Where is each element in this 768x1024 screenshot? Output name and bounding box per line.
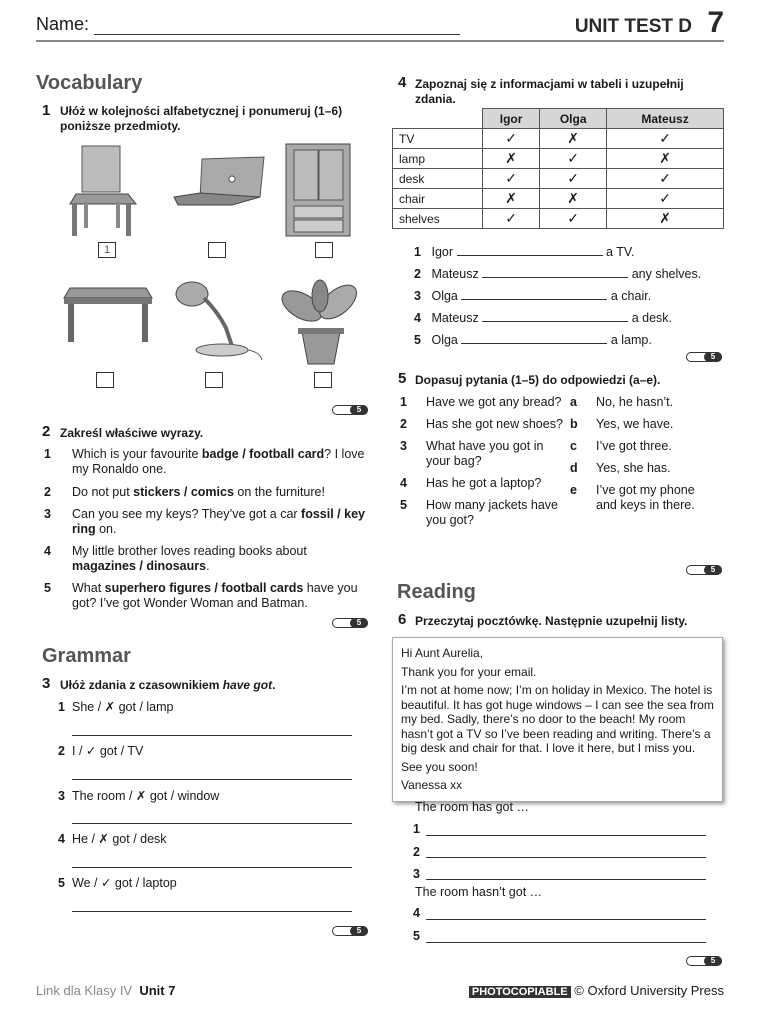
q2-item: 1 Which is your favourite badge / football card? I love my Ronaldo one. bbox=[44, 447, 365, 476]
write-line[interactable] bbox=[72, 911, 352, 912]
info-table bbox=[392, 108, 724, 229]
laptop-picture bbox=[172, 155, 268, 211]
table-row: TV ✓ ✗ ✓ bbox=[393, 129, 724, 149]
col-mateusz: Mateusz bbox=[607, 109, 724, 129]
reading-heading: Reading bbox=[397, 581, 476, 603]
score-badge-q5: 5 bbox=[686, 565, 722, 575]
write-line[interactable] bbox=[72, 823, 352, 824]
table-row: desk ✓ ✓ ✓ bbox=[393, 169, 724, 189]
q2-list bbox=[44, 447, 370, 611]
unit-title: UNIT TEST D bbox=[574, 16, 692, 37]
footer-right: PHOTOCOPIABLE © Oxford University Press bbox=[469, 983, 724, 998]
q5-instruction: Dopasuj pytania (1–5) do odpowiedzi (a–e). bbox=[415, 373, 661, 387]
q3-item: 2 I / ✓ got / TV bbox=[58, 744, 144, 758]
wardrobe-picture bbox=[282, 142, 354, 238]
q4-sentence: 1 Igor a TV. bbox=[414, 245, 635, 259]
write-line[interactable] bbox=[426, 942, 706, 943]
q3-item: 4 He / ✗ got / desk bbox=[58, 832, 167, 846]
q6-number: 6 bbox=[398, 611, 407, 628]
answer-box-2[interactable] bbox=[208, 242, 226, 258]
q6-instruction: Przeczytaj pocztówkę. Następnie uzupełnij listy. bbox=[415, 614, 688, 628]
q3-item: 5 We / ✓ got / laptop bbox=[58, 876, 177, 890]
footer-left: Link dla Klasy IV Unit 7 bbox=[36, 983, 176, 998]
choice-words[interactable]: superhero figures / football cards bbox=[104, 581, 304, 595]
q4-sentence: 3 Olga a chair. bbox=[414, 289, 652, 303]
answer-box-4[interactable] bbox=[96, 372, 114, 388]
answer-box-6[interactable] bbox=[314, 372, 332, 388]
write-line[interactable] bbox=[72, 867, 352, 868]
q4-sentence: 2 Mateusz any shelves. bbox=[414, 267, 702, 281]
score-badge-q3: 5 bbox=[332, 926, 368, 936]
choice-words[interactable]: magazines / dinosaurs bbox=[72, 559, 207, 573]
q4-sentence: 5 Olga a lamp. bbox=[414, 333, 652, 347]
choice-words[interactable]: stickers / comics bbox=[133, 485, 234, 499]
hasnt-got-label: The room hasn’t got … bbox=[415, 885, 543, 899]
score-badge-q4: 5 bbox=[686, 352, 722, 362]
vocabulary-heading: Vocabulary bbox=[36, 72, 143, 94]
q3-item: 3 The room / ✗ got / window bbox=[58, 789, 220, 803]
q3-instruction: Ułóż zdania z czasownikiem have got. bbox=[60, 678, 276, 692]
col-igor: Igor bbox=[483, 109, 540, 129]
q1-instruction: Ułóż w kolejności alfabetycznej i ponumeruj (1–6) poniższe przedmioty. bbox=[60, 104, 343, 133]
blank[interactable] bbox=[457, 243, 603, 256]
has-got-label: The room has got … bbox=[415, 800, 529, 814]
blank[interactable] bbox=[461, 287, 607, 300]
choice-words[interactable]: fossil / key ring bbox=[72, 507, 365, 536]
q3-number: 3 bbox=[42, 675, 51, 692]
q2-item: 2 Do not put stickers / comics on the furniture! bbox=[44, 485, 325, 499]
col-olga: Olga bbox=[540, 109, 607, 129]
table-row: shelves ✓ ✓ ✗ bbox=[393, 209, 724, 229]
write-line[interactable] bbox=[426, 857, 706, 858]
chair-picture bbox=[66, 142, 146, 238]
blank[interactable] bbox=[482, 265, 628, 278]
grammar-heading: Grammar bbox=[42, 645, 131, 667]
write-line[interactable] bbox=[72, 735, 352, 736]
q5-answers: a No, he hasn’t. b Yes, we have. c I’ve got three. d Yes, she has. e I’ve got my phone and keys in there. bbox=[570, 395, 695, 512]
q4-sentence: 4 Mateusz a desk. bbox=[414, 311, 673, 325]
q2-item: 4 My little brother loves reading books about magazines / dinosaurs. bbox=[44, 544, 307, 573]
header-rule bbox=[36, 40, 724, 42]
unit-number: 7 bbox=[707, 6, 724, 39]
q2-item: 5 What superhero figures / football cards have you got? I’ve got Wonder Woman and Batman. bbox=[44, 581, 358, 610]
blank[interactable] bbox=[461, 331, 607, 344]
score-badge-q1: 5 bbox=[332, 405, 368, 415]
q4-number: 4 bbox=[398, 74, 407, 91]
write-line[interactable] bbox=[426, 835, 706, 836]
lamp-picture bbox=[170, 272, 266, 360]
name-line[interactable] bbox=[94, 34, 460, 35]
blank[interactable] bbox=[482, 309, 628, 322]
plant-picture bbox=[278, 276, 362, 366]
q1-number: 1 bbox=[42, 102, 51, 119]
q5-questions: 1 Have we got any bread? 2 Has she got new shoes? 3 What have you got in your bag? 4 Has he got a laptop? 5 How many jackets have you got? bbox=[400, 395, 563, 527]
q3-item: 1 She / ✗ got / lamp bbox=[58, 700, 174, 714]
q2-instruction: Zakreśl właściwe wyrazy. bbox=[60, 426, 204, 440]
table-picture bbox=[62, 284, 154, 344]
q2-item: 3 Can you see my keys? They’ve got a car fossil / key ring on. bbox=[44, 507, 365, 536]
table-row: chair ✗ ✗ ✓ bbox=[393, 189, 724, 209]
name-label: Name: bbox=[36, 14, 90, 34]
table-row: lamp ✗ ✓ ✗ bbox=[393, 149, 724, 169]
answer-box-5[interactable] bbox=[205, 372, 223, 388]
choice-words[interactable]: badge / football card bbox=[201, 447, 325, 461]
write-line[interactable] bbox=[72, 779, 352, 780]
write-line[interactable] bbox=[426, 919, 706, 920]
q4-instruction: Zapoznaj się z informacjami w tabeli i uzupełnij zdania. bbox=[415, 77, 684, 106]
score-badge-q6: 5 bbox=[686, 956, 722, 966]
score-badge-q2: 5 bbox=[332, 618, 368, 628]
write-line[interactable] bbox=[426, 879, 706, 880]
q5-number: 5 bbox=[398, 370, 407, 387]
q2-number: 2 bbox=[42, 423, 51, 440]
answer-box-3[interactable] bbox=[315, 242, 333, 258]
postcard: Hi Aunt Aurelia, Thank you for your email. I’m not at home now; I’m on holiday in Mexico. The hotel is beautiful. It has got huge windows – I can see the sea from my bed. Sadly, there’s no door to the beach! My room hasn’t got a TV so I’ve been reading and writing. There’s a big desk and chair for that. I love it here, but I miss you. See you soon! Vanessa xx bbox=[392, 637, 723, 802]
answer-box-1[interactable]: 1 bbox=[98, 242, 116, 258]
